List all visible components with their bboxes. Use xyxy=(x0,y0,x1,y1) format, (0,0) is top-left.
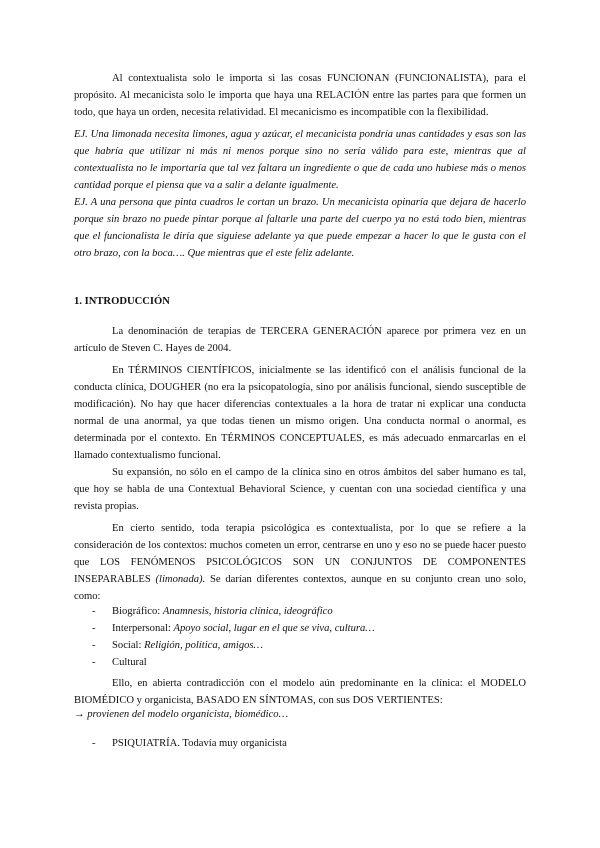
paragraph-contextualist-vs-mechanicist: Al contextualista solo le importa si las cosas FUNCIONAN (FUNCIONALISTA), para el propósito. Al mecanicista solo le importa que haya una RELACIÓN entre las partes para que formen un todo, que haya un orden, necesita relatividad. El mecanicismo es incompatible con la flexibilidad. xyxy=(74,73,526,118)
section-heading: 1. INTRODUCCIÓN xyxy=(74,296,170,307)
list-item-detail: Anamnesis, historia clínica, ideográfico xyxy=(162,606,333,617)
paragraph-third-generation: La denominación de terapias de TERCERA GENERACIÓN aparece por primera vez en un artículo de Steven C. Hayes de 2004. xyxy=(74,326,526,354)
list-item: - Biográfico: Anamnesis, historia clínica, ideográfico xyxy=(92,606,333,617)
list-item: - Cultural xyxy=(92,657,147,668)
example-lemonade: EJ. Una limonada necesita limones, agua y azúcar, el mecanicista pondría unas cantidades y esas son las que habría que utilizar ni más ni menos porque sino no sería válido para este, mientras que al contextualista no le importaría que tal vez faltara un ingrediente o que de cada uno hubiese más o menos cantidad porque el piensa que va a salir a delante igualmente. xyxy=(74,129,526,191)
list-item: - Social: Religión, política, amigos… xyxy=(92,640,263,651)
list-item-label: PSIQUIATRÍA. Todavía muy organicista xyxy=(112,738,287,749)
list-item-label: Social: xyxy=(112,640,145,651)
paragraph-expansion: Su expansión, no sólo en el campo de la clínica sino en otros ámbitos del saber humano es tal, que hoy se habla de una Contextual Behavioral Science, y cuentan con una sociedad científica y una revista propias. xyxy=(74,467,526,512)
paragraph-contexts-main: En cierto sentido, toda terapia psicológica es contextualista, por lo que se refiere a la consideración de los contextos: muchos cometen un error, centrarse en uno y eso no se puede hacer puesto que LOS FENÓMENOS PSICOLÓGICOS SON UN CONJUNTOS DE COMPONENTES INSEPARABLES xyxy=(74,523,526,585)
list-item-label: Biográfico: xyxy=(112,606,163,617)
paragraph-biomedical-model: Ello, en abierta contradicción con el modelo aún predominante en la clínica: el MODELO BIOMÉDICO y organicista, BASADO EN SÍNTOMAS, con sus DOS VERTIENTES: xyxy=(74,678,526,706)
arrow-note: → provienen del modelo organicista, biomédico… xyxy=(74,709,288,720)
paragraph-contexts-italic: (limonada). xyxy=(155,574,206,585)
paragraph-contexts-tail: Se darían diferentes contextos, aunque en su conjunto crean uno solo, como: xyxy=(74,574,527,602)
paragraph-scientific-terms: En TÉRMINOS CIENTÍFICOS, inicialmente se las identificó con el análisis funcional de la conducta clínica, DOUGHER (no era la psicopatología, sino por análisis funcional, siendo susceptible de modificación). No hay que hacer diferencias contextuales a la hora de tratar ni explicar una conducta normal de una anormal, ya que todas tienen un mismo origen. Una conducta normal o anormal, es determinada por el contexto. En TÉRMINOS CONCEPTUALES, es más adecuado enmarcarlas en el llamado contextualismo funcional. xyxy=(74,365,526,461)
list-item: - Interpersonal: Apoyo social, lugar en el que se viva, cultura… xyxy=(92,623,375,634)
list-item: - PSIQUIATRÍA. Todavía muy organicista xyxy=(92,738,287,749)
example-painter: EJ. A una persona que pinta cuadros le cortan un brazo. Un mecanicista opinaría que dejara de hacerlo porque sin brazo no puede pintar porque al faltarle una parte del cuerpo ya no está todo bien, mientras que el funcionalista le diría que siguiese adelante ya que puede empezar a hacer lo que le gusta con el otro brazo, con la boca…. Que mientras que el este feliz adelante. xyxy=(74,197,526,259)
list-item-detail: Apoyo social, lugar en el que se viva, cultura… xyxy=(173,623,375,634)
list-item-label: Interpersonal: xyxy=(112,623,174,634)
list-item-label: Cultural xyxy=(112,657,147,668)
paragraph-contexts xyxy=(74,520,526,605)
list-item-detail: Religión, política, amigos… xyxy=(144,640,263,651)
